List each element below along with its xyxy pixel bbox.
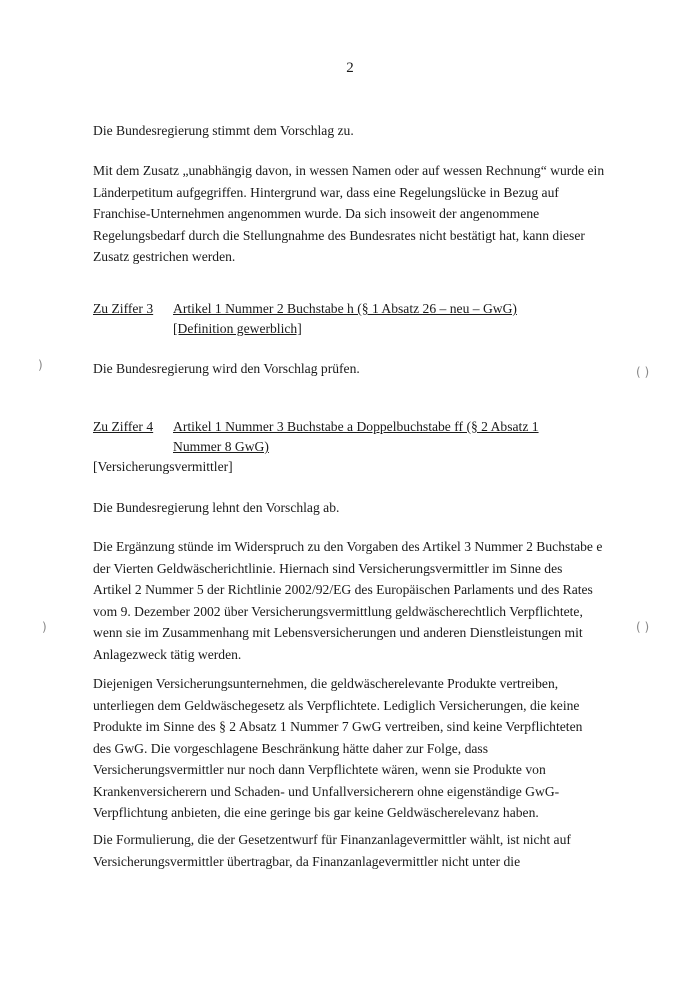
paragraph-zusatz-explanation bbox=[93, 160, 618, 268]
article-line: Artikel 1 Nummer 2 Buchstabe h (§ 1 Absatz 26 – neu – GwG) bbox=[173, 301, 517, 316]
text-line: Die Bundesregierung stimmt dem Vorschlag zu. bbox=[93, 123, 354, 138]
paragraph-widerspruch bbox=[93, 536, 618, 665]
text-line: Verpflichtung anbieten, die eine geringe bis gar keine Geldwäscherelevanz haben. bbox=[93, 805, 539, 820]
hole-punch-mark: ) bbox=[42, 620, 47, 634]
text-line: Die Ergänzung stünde im Widerspruch zu den Vorgaben des Artikel 3 Nummer 2 Buchstabe e bbox=[93, 539, 603, 554]
hole-punch-mark: ( ) bbox=[636, 620, 650, 634]
section-heading-ziffer-4 bbox=[93, 417, 618, 479]
page-number: 2 bbox=[346, 60, 354, 76]
text-line: Die Formulierung, die der Gesetzentwurf für Finanzanlagevermittler wählt, ist nicht auf bbox=[93, 832, 571, 847]
ziffer-label: Zu Ziffer 3 bbox=[93, 301, 154, 316]
article-line: Artikel 1 Nummer 3 Buchstabe a Doppelbuchstabe ff (§ 2 Absatz 1 bbox=[173, 419, 539, 434]
section-heading-ziffer-3 bbox=[93, 299, 618, 341]
text-line: Anlagezweck tätig werden. bbox=[93, 646, 242, 662]
text-line: Regelungsbedarf durch die Stellungnahme des Bundesrates nicht bestätigt hat, kann dieser bbox=[93, 227, 585, 243]
text-line: Artikel 2 Nummer 5 der Richtlinie 2002/92/EG des Europäischen Parlaments und des Rates bbox=[93, 582, 593, 597]
text-line: Diejenigen Versicherungsunternehmen, die geldwäscherelevante Produkte vertreiben, bbox=[93, 676, 559, 691]
text-line: Länderpetitum aufgegriffen. Hintergrund war, dass eine Regelungslücke in Bezug auf bbox=[93, 184, 559, 200]
ziffer-label: Zu Ziffer 4 bbox=[93, 419, 154, 434]
text-line: Produkte im Sinne des § 2 Absatz 1 Nummer 7 GwG vertreiben, sind keine Verpflichteten bbox=[93, 719, 583, 734]
text-line: wenn sie im Zusammenhang mit Lebensversicherungen und anderen Dienstleistungen mit bbox=[93, 625, 583, 640]
text-line: Mit dem Zusatz „unabhängig davon, in wessen Namen oder auf wessen Rechnung“ wurde ein bbox=[93, 163, 605, 178]
text-line: Franchise-Unternehmen angenommen wurde. Da sich insoweit der angenommene bbox=[93, 206, 540, 221]
paragraph-pruefen bbox=[93, 358, 618, 380]
article-line: [Definition gewerblich] bbox=[173, 321, 302, 336]
hole-punch-mark: ) bbox=[38, 358, 43, 372]
text-line: Versicherungsvermittler nur noch dann Verpflichtete wären, wenn sie Produkte von bbox=[93, 762, 546, 777]
hole-punch-mark: ( ) bbox=[636, 365, 650, 379]
text-line: Zusatz gestrichen werden. bbox=[93, 249, 236, 264]
text-line: Die Bundesregierung lehnt den Vorschlag ab. bbox=[93, 500, 340, 515]
text-line: unterliegen dem Geldwäschegesetz als Verpflichtete. Lediglich Versicherungen, die keine bbox=[93, 697, 580, 713]
text-line: des GwG. Die vorgeschlagene Beschränkung hätte daher zur Folge, dass bbox=[93, 740, 488, 756]
text-line: Die Bundesregierung wird den Vorschlag prüfen. bbox=[93, 361, 360, 376]
text-line: Versicherungsvermittler übertragbar, da Finanzanlagevermittler nicht unter die bbox=[93, 853, 521, 869]
article-reference bbox=[173, 299, 623, 339]
article-reference bbox=[173, 417, 623, 457]
paragraph-versicherungsunternehmen bbox=[93, 673, 618, 824]
text-line: vom 9. Dezember 2002 über Versicherungsvermittlung geldwäscherechtlich Verpflichtete, bbox=[93, 603, 583, 619]
article-line: Nummer 8 GwG) bbox=[173, 439, 269, 454]
paragraph-ablehnung bbox=[93, 497, 618, 519]
paragraph-agreement bbox=[93, 120, 618, 142]
text-line: der Vierten Geldwäscherichtlinie. Hiernach sind Versicherungsvermittler im Sinne des bbox=[93, 560, 563, 576]
text-line: Krankenversicherern und Schaden- und Unfallversicherern ohne eigenständige GwG- bbox=[93, 783, 560, 799]
section-subtitle: [Versicherungsvermittler] bbox=[93, 459, 233, 474]
paragraph-formulierung bbox=[93, 829, 618, 872]
